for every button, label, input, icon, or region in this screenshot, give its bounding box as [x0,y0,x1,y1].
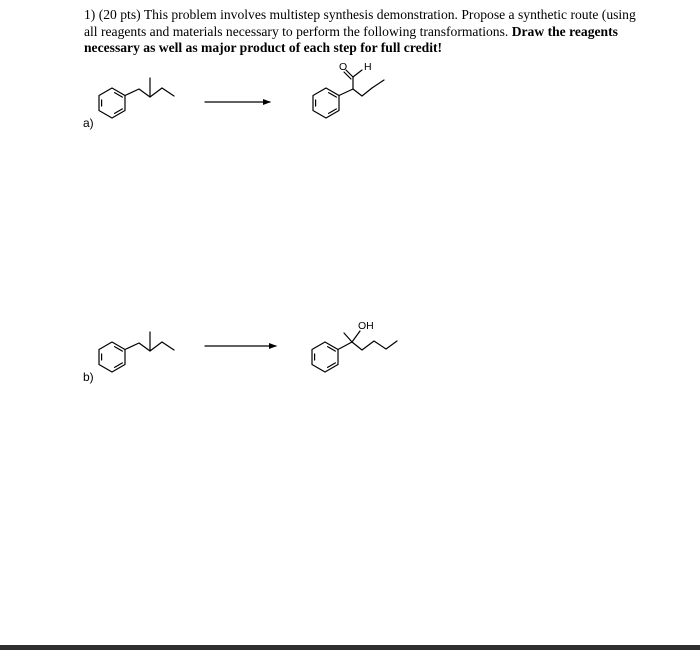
part-b-hydroxyl-group: OH [358,320,374,332]
question-instructions: This problem involves multistep synthesis demonstration. Propose a synthetic route (using all reagents and materials necessary to perform the following transformations. [84,7,636,39]
part-b-reactant-structure [99,332,174,372]
part-b-product-structure [312,331,397,372]
part-a-aldehyde-hydrogen: H [364,61,372,73]
question-points: (20 pts) [98,7,141,22]
question-instructions-bold: Draw the reagents necessary as well as major product of each step for full credit! [84,23,618,56]
bottom-edge-bar [0,645,700,650]
question-number: 1) [84,7,96,22]
part-a-aldehyde-oxygen: O [339,61,348,73]
part-a-label: a) [83,116,94,130]
part-a-product-structure [313,70,384,118]
part-a-reactant-structure [99,78,174,118]
part-b-label: b) [83,370,94,384]
